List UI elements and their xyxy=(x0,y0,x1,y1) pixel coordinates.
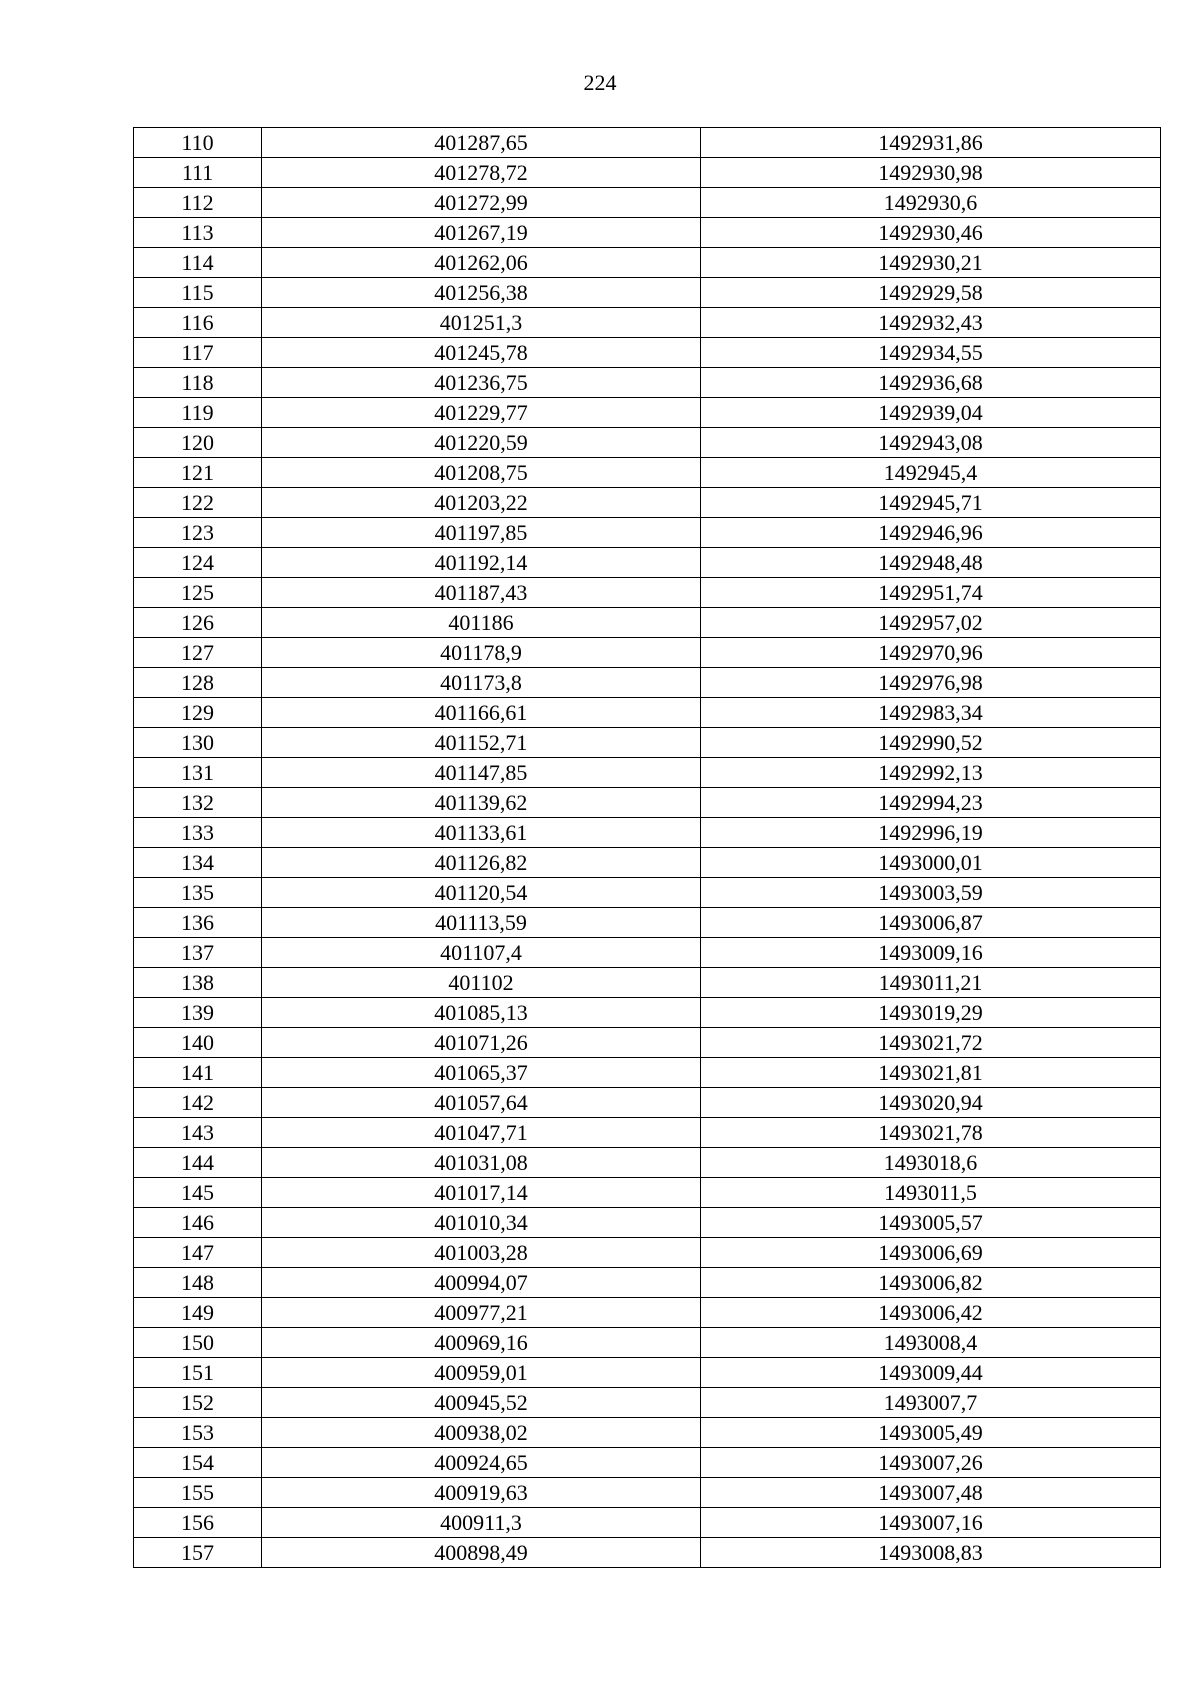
table-row xyxy=(134,1268,1161,1298)
x-coordinate-cell: 401229,77 xyxy=(262,398,701,428)
point-number-cell: 137 xyxy=(134,938,262,968)
table-row xyxy=(134,1058,1161,1088)
point-number-cell: 150 xyxy=(134,1328,262,1358)
table-row xyxy=(134,308,1161,338)
y-coordinate-cell: 1493008,4 xyxy=(701,1328,1161,1358)
y-coordinate-cell: 1493020,94 xyxy=(701,1088,1161,1118)
table-row xyxy=(134,1208,1161,1238)
table-row xyxy=(134,278,1161,308)
x-coordinate-cell: 401133,61 xyxy=(262,818,701,848)
table-row xyxy=(134,1478,1161,1508)
point-number-cell: 119 xyxy=(134,398,262,428)
y-coordinate-cell: 1493021,72 xyxy=(701,1028,1161,1058)
table-row xyxy=(134,818,1161,848)
point-number-cell: 130 xyxy=(134,728,262,758)
point-number-cell: 151 xyxy=(134,1358,262,1388)
table-row xyxy=(134,428,1161,458)
y-coordinate-cell: 1492943,08 xyxy=(701,428,1161,458)
point-number-cell: 134 xyxy=(134,848,262,878)
x-coordinate-cell: 401085,13 xyxy=(262,998,701,1028)
table-row xyxy=(134,788,1161,818)
x-coordinate-cell: 401147,85 xyxy=(262,758,701,788)
point-number-cell: 141 xyxy=(134,1058,262,1088)
table-body xyxy=(134,128,1161,1568)
x-coordinate-cell: 401031,08 xyxy=(262,1148,701,1178)
page-number: 224 xyxy=(583,70,617,95)
point-number-cell: 115 xyxy=(134,278,262,308)
x-coordinate-cell: 401126,82 xyxy=(262,848,701,878)
y-coordinate-cell: 1493018,6 xyxy=(701,1148,1161,1178)
point-number-cell: 126 xyxy=(134,608,262,638)
x-coordinate-cell: 401186 xyxy=(262,608,701,638)
y-coordinate-cell: 1492946,96 xyxy=(701,518,1161,548)
table-row xyxy=(134,1328,1161,1358)
x-coordinate-cell: 401197,85 xyxy=(262,518,701,548)
y-coordinate-cell: 1493005,49 xyxy=(701,1418,1161,1448)
y-coordinate-cell: 1493021,81 xyxy=(701,1058,1161,1088)
table-row xyxy=(134,1538,1161,1568)
point-number-cell: 131 xyxy=(134,758,262,788)
x-coordinate-cell: 400959,01 xyxy=(262,1358,701,1388)
y-coordinate-cell: 1493011,5 xyxy=(701,1178,1161,1208)
table-row xyxy=(134,1298,1161,1328)
table-row xyxy=(134,488,1161,518)
x-coordinate-cell: 401236,75 xyxy=(262,368,701,398)
x-coordinate-cell: 401251,3 xyxy=(262,308,701,338)
y-coordinate-cell: 1492970,96 xyxy=(701,638,1161,668)
point-number-cell: 118 xyxy=(134,368,262,398)
y-coordinate-cell: 1492945,71 xyxy=(701,488,1161,518)
table-row xyxy=(134,398,1161,428)
table-row xyxy=(134,248,1161,278)
point-number-cell: 146 xyxy=(134,1208,262,1238)
x-coordinate-cell: 400977,21 xyxy=(262,1298,701,1328)
table-row xyxy=(134,848,1161,878)
point-number-cell: 111 xyxy=(134,158,262,188)
table-row xyxy=(134,998,1161,1028)
x-coordinate-cell: 401065,37 xyxy=(262,1058,701,1088)
point-number-cell: 138 xyxy=(134,968,262,998)
x-coordinate-cell: 401173,8 xyxy=(262,668,701,698)
y-coordinate-cell: 1492930,46 xyxy=(701,218,1161,248)
table-row xyxy=(134,1388,1161,1418)
point-number-cell: 113 xyxy=(134,218,262,248)
x-coordinate-cell: 400919,63 xyxy=(262,1478,701,1508)
y-coordinate-cell: 1493006,82 xyxy=(701,1268,1161,1298)
table-row xyxy=(134,158,1161,188)
table-row xyxy=(134,758,1161,788)
y-coordinate-cell: 1493005,57 xyxy=(701,1208,1161,1238)
x-coordinate-cell: 401262,06 xyxy=(262,248,701,278)
table-row xyxy=(134,968,1161,998)
x-coordinate-cell: 401017,14 xyxy=(262,1178,701,1208)
table-row xyxy=(134,608,1161,638)
point-number-cell: 135 xyxy=(134,878,262,908)
table-row xyxy=(134,548,1161,578)
table-row xyxy=(134,128,1161,158)
x-coordinate-cell: 400969,16 xyxy=(262,1328,701,1358)
y-coordinate-cell: 1492932,43 xyxy=(701,308,1161,338)
point-number-cell: 156 xyxy=(134,1508,262,1538)
y-coordinate-cell: 1493007,26 xyxy=(701,1448,1161,1478)
y-coordinate-cell: 1492930,98 xyxy=(701,158,1161,188)
y-coordinate-cell: 1492994,23 xyxy=(701,788,1161,818)
point-number-cell: 136 xyxy=(134,908,262,938)
x-coordinate-cell: 401071,26 xyxy=(262,1028,701,1058)
x-coordinate-cell: 401102 xyxy=(262,968,701,998)
table-row xyxy=(134,908,1161,938)
x-coordinate-cell: 400924,65 xyxy=(262,1448,701,1478)
point-number-cell: 142 xyxy=(134,1088,262,1118)
x-coordinate-cell: 401107,4 xyxy=(262,938,701,968)
point-number-cell: 125 xyxy=(134,578,262,608)
x-coordinate-cell: 401192,14 xyxy=(262,548,701,578)
y-coordinate-cell: 1492990,52 xyxy=(701,728,1161,758)
x-coordinate-cell: 401166,61 xyxy=(262,698,701,728)
y-coordinate-cell: 1492934,55 xyxy=(701,338,1161,368)
y-coordinate-cell: 1493007,7 xyxy=(701,1388,1161,1418)
table-row xyxy=(134,668,1161,698)
point-number-cell: 112 xyxy=(134,188,262,218)
x-coordinate-cell: 401287,65 xyxy=(262,128,701,158)
point-number-cell: 143 xyxy=(134,1118,262,1148)
y-coordinate-cell: 1492931,86 xyxy=(701,128,1161,158)
y-coordinate-cell: 1493007,16 xyxy=(701,1508,1161,1538)
point-number-cell: 144 xyxy=(134,1148,262,1178)
table-row xyxy=(134,1088,1161,1118)
x-coordinate-cell: 401139,62 xyxy=(262,788,701,818)
x-coordinate-cell: 401057,64 xyxy=(262,1088,701,1118)
y-coordinate-cell: 1493009,16 xyxy=(701,938,1161,968)
table-row xyxy=(134,1448,1161,1478)
table-row xyxy=(134,1028,1161,1058)
table-row xyxy=(134,1418,1161,1448)
x-coordinate-cell: 400938,02 xyxy=(262,1418,701,1448)
point-number-cell: 123 xyxy=(134,518,262,548)
point-number-cell: 128 xyxy=(134,668,262,698)
x-coordinate-cell: 401267,19 xyxy=(262,218,701,248)
y-coordinate-cell: 1492951,74 xyxy=(701,578,1161,608)
point-number-cell: 139 xyxy=(134,998,262,1028)
table-row xyxy=(134,1118,1161,1148)
y-coordinate-cell: 1493003,59 xyxy=(701,878,1161,908)
point-number-cell: 122 xyxy=(134,488,262,518)
table-row xyxy=(134,1238,1161,1268)
table-row xyxy=(134,638,1161,668)
table-row xyxy=(134,1178,1161,1208)
point-number-cell: 157 xyxy=(134,1538,262,1568)
x-coordinate-cell: 401245,78 xyxy=(262,338,701,368)
x-coordinate-cell: 401256,38 xyxy=(262,278,701,308)
y-coordinate-cell: 1493007,48 xyxy=(701,1478,1161,1508)
x-coordinate-cell: 400994,07 xyxy=(262,1268,701,1298)
y-coordinate-cell: 1492996,19 xyxy=(701,818,1161,848)
x-coordinate-cell: 401278,72 xyxy=(262,158,701,188)
x-coordinate-cell: 401203,22 xyxy=(262,488,701,518)
point-number-cell: 154 xyxy=(134,1448,262,1478)
point-number-cell: 120 xyxy=(134,428,262,458)
point-number-cell: 145 xyxy=(134,1178,262,1208)
table-row xyxy=(134,728,1161,758)
point-number-cell: 153 xyxy=(134,1418,262,1448)
point-number-cell: 132 xyxy=(134,788,262,818)
point-number-cell: 116 xyxy=(134,308,262,338)
table-row xyxy=(134,1148,1161,1178)
y-coordinate-cell: 1493011,21 xyxy=(701,968,1161,998)
y-coordinate-cell: 1493019,29 xyxy=(701,998,1161,1028)
table-row xyxy=(134,698,1161,728)
y-coordinate-cell: 1492930,21 xyxy=(701,248,1161,278)
table-row xyxy=(134,938,1161,968)
y-coordinate-cell: 1493006,69 xyxy=(701,1238,1161,1268)
table-row xyxy=(134,1358,1161,1388)
y-coordinate-cell: 1492992,13 xyxy=(701,758,1161,788)
table-row xyxy=(134,188,1161,218)
y-coordinate-cell: 1492930,6 xyxy=(701,188,1161,218)
point-number-cell: 147 xyxy=(134,1238,262,1268)
point-number-cell: 114 xyxy=(134,248,262,278)
x-coordinate-cell: 401208,75 xyxy=(262,458,701,488)
point-number-cell: 155 xyxy=(134,1478,262,1508)
y-coordinate-cell: 1493000,01 xyxy=(701,848,1161,878)
y-coordinate-cell: 1493021,78 xyxy=(701,1118,1161,1148)
point-number-cell: 149 xyxy=(134,1298,262,1328)
table-row xyxy=(134,368,1161,398)
x-coordinate-cell: 401010,34 xyxy=(262,1208,701,1238)
x-coordinate-cell: 400945,52 xyxy=(262,1388,701,1418)
x-coordinate-cell: 401220,59 xyxy=(262,428,701,458)
table-row xyxy=(134,1508,1161,1538)
y-coordinate-cell: 1493009,44 xyxy=(701,1358,1161,1388)
point-number-cell: 129 xyxy=(134,698,262,728)
point-number-cell: 121 xyxy=(134,458,262,488)
y-coordinate-cell: 1492939,04 xyxy=(701,398,1161,428)
y-coordinate-cell: 1493006,42 xyxy=(701,1298,1161,1328)
y-coordinate-cell: 1492936,68 xyxy=(701,368,1161,398)
table-row xyxy=(134,458,1161,488)
table-row xyxy=(134,578,1161,608)
x-coordinate-cell: 401120,54 xyxy=(262,878,701,908)
coordinates-table xyxy=(133,127,1161,1568)
x-coordinate-cell: 401152,71 xyxy=(262,728,701,758)
x-coordinate-cell: 401187,43 xyxy=(262,578,701,608)
point-number-cell: 127 xyxy=(134,638,262,668)
y-coordinate-cell: 1492945,4 xyxy=(701,458,1161,488)
table-row xyxy=(134,878,1161,908)
y-coordinate-cell: 1492948,48 xyxy=(701,548,1161,578)
point-number-cell: 124 xyxy=(134,548,262,578)
y-coordinate-cell: 1492976,98 xyxy=(701,668,1161,698)
y-coordinate-cell: 1492957,02 xyxy=(701,608,1161,638)
y-coordinate-cell: 1492929,58 xyxy=(701,278,1161,308)
table-row xyxy=(134,338,1161,368)
point-number-cell: 117 xyxy=(134,338,262,368)
x-coordinate-cell: 401272,99 xyxy=(262,188,701,218)
point-number-cell: 133 xyxy=(134,818,262,848)
y-coordinate-cell: 1493006,87 xyxy=(701,908,1161,938)
x-coordinate-cell: 401003,28 xyxy=(262,1238,701,1268)
table-row xyxy=(134,218,1161,248)
y-coordinate-cell: 1492983,34 xyxy=(701,698,1161,728)
x-coordinate-cell: 401047,71 xyxy=(262,1118,701,1148)
x-coordinate-cell: 401178,9 xyxy=(262,638,701,668)
point-number-cell: 148 xyxy=(134,1268,262,1298)
x-coordinate-cell: 401113,59 xyxy=(262,908,701,938)
point-number-cell: 140 xyxy=(134,1028,262,1058)
table-row xyxy=(134,518,1161,548)
x-coordinate-cell: 400911,3 xyxy=(262,1508,701,1538)
x-coordinate-cell: 400898,49 xyxy=(262,1538,701,1568)
point-number-cell: 110 xyxy=(134,128,262,158)
y-coordinate-cell: 1493008,83 xyxy=(701,1538,1161,1568)
point-number-cell: 152 xyxy=(134,1388,262,1418)
